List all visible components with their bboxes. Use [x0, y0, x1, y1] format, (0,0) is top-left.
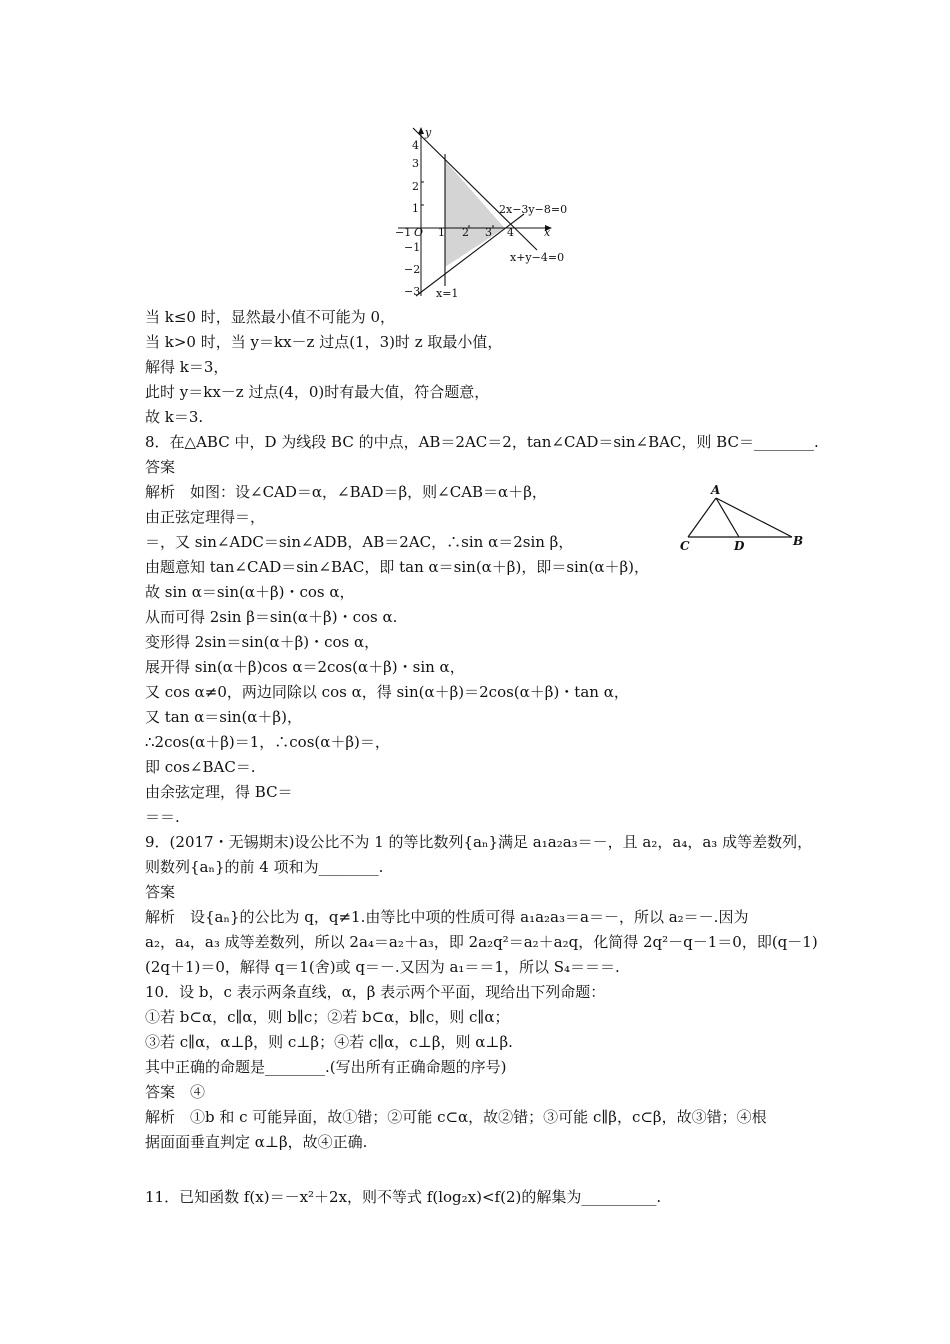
vertex-label-d: D [734, 539, 745, 553]
text-line: ∴2cos(α＋β)＝1，∴cos(α＋β)＝， [145, 733, 390, 751]
y-tick-label: −2 [404, 263, 421, 276]
line-label: 2x−3y−8=0 [499, 203, 568, 216]
text-line: 其中正确的命题是________.(写出所有正确命题的序号) [145, 1058, 507, 1076]
text-line: 此时 y＝kx－z 过点(4，0)时有最大值，符合题意， [145, 383, 490, 401]
text-line: 解得 k＝3， [145, 358, 229, 376]
y-tick-label: −1 [404, 241, 421, 254]
text-line: 故 k＝3. [145, 408, 204, 426]
text-line: a₂，a₄，a₃ 成等差数列，所以 2a₄＝a₂＋a₃，即 2a₂q²＝a₂＋a₂q，化简得 2q²－q－1＝0，即(q－1) [145, 933, 818, 951]
text-line: ＝，又 sin∠ADC＝sin∠ADB，AB＝2AC，∴sin α＝2sin β， [145, 533, 574, 551]
text-line: ＝＝. [145, 808, 180, 826]
answer-label: 答案 [145, 458, 176, 476]
region-graph-figure [392, 124, 570, 300]
y-tick-label: 4 [412, 139, 419, 152]
text-line: 当 k≤0 时，显然最小值不可能为 0， [145, 308, 396, 326]
text-line: 据面面垂直判定 α⊥β，故④正确. [145, 1133, 368, 1151]
text-line: 展开得 sin(α＋β)cos α＝2cos(α＋β)・sin α， [145, 658, 465, 676]
text-line: ③若 c∥α，α⊥β，则 c⊥β；④若 c∥α，c⊥β，则 α⊥β. [145, 1033, 513, 1051]
line-label: x+y−4=0 [510, 251, 565, 264]
answer-label: 答案 ④ [145, 1083, 206, 1101]
y-tick-label: 1 [412, 202, 419, 215]
text-line: 故 sin α＝sin(α＋β)・cos α， [145, 583, 355, 601]
x-tick-label: 3 [485, 226, 492, 239]
text-line: 又 cos α≠0，两边同除以 cos α，得 sin(α＋β)＝2cos(α＋β)・tan α， [145, 683, 629, 701]
text-line: 即 cos∠BAC＝. [145, 758, 256, 776]
y-tick-label: 3 [412, 157, 419, 170]
text-line: 由正弦定理得＝， [145, 508, 266, 526]
text-line: ①若 b⊂α，c∥α，则 b∥c；②若 b⊂α，b∥c，则 c∥α； [145, 1008, 510, 1026]
x-tick-label: −1 [395, 226, 412, 239]
x-tick-label: 1 [438, 226, 445, 239]
x-tick-label: 2 [462, 226, 469, 239]
text-line: 解析 如图：设∠CAD＝α，∠BAD＝β，则∠CAB＝α＋β， [145, 483, 547, 501]
text-line: 变形得 2sin＝sin(α＋β)・cos α， [145, 633, 380, 651]
answer-label: 答案 [145, 883, 176, 901]
y-axis-label: y [425, 126, 432, 139]
x-axis-label: x [544, 226, 551, 239]
vertex-label-c: C [680, 539, 690, 553]
y-tick-label: 2 [412, 180, 419, 193]
y-axis-arrow [418, 127, 424, 134]
text-line: 又 tan α＝sin(α＋β)， [145, 708, 302, 726]
triangle-figure [676, 482, 810, 556]
vertex-label-b: B [793, 534, 804, 548]
text-line: 则数列{aₙ}的前 4 项和为________. [145, 858, 384, 876]
question-9: 9．(2017・无锡期末)设公比不为 1 的等比数列{aₙ}满足 a₁a₂a₃＝－，且 a₂，a₄，a₃ 成等差数列， [145, 833, 813, 851]
line-label: x=1 [436, 287, 459, 300]
text-line: 由余弦定理，得 BC＝ [145, 783, 293, 801]
text-line: 当 k>0 时，当 y＝kx－z 过点(1，3)时 z 取最小值， [145, 333, 503, 351]
x-tick-label: 4 [507, 226, 514, 239]
text-line: 由题意知 tan∠CAD＝sin∠BAC，即 tan α＝sin(α＋β)，即＝sin(α＋β)， [145, 558, 649, 576]
origin-label: O [414, 226, 424, 239]
vertex-label-a: A [711, 483, 721, 497]
question-8: 8．在△ABC 中，D 为线段 BC 的中点，AB＝2AC＝2，tan∠CAD＝sin∠BAC，则 BC＝________. [145, 433, 819, 451]
y-tick-label: −3 [404, 285, 421, 298]
text-line: 从而可得 2sin β＝sin(α＋β)・cos α. [145, 608, 398, 626]
text-line: 解析 设{aₙ}的公比为 q，q≠1.由等比中项的性质可得 a₁a₂a₃＝a＝－，所以 a₂＝－.因为 [145, 908, 749, 926]
text-line: (2q＋1)＝0，解得 q＝1(舍)或 q＝－.又因为 a₁＝＝1，所以 S₄＝＝＝. [145, 958, 620, 976]
question-11: 11．已知函数 f(x)＝－x²＋2x，则不等式 f(log₂x)<f(2)的解集为__________. [145, 1188, 662, 1206]
text-line: 解析 ①b 和 c 可能异面，故①错；②可能 c⊂α，故②错；③可能 c∥β，c⊂β，故③错；④根 [145, 1108, 767, 1126]
question-10: 10．设 b，c 表示两条直线，α，β 表示两个平面，现给出下列命题： [145, 983, 606, 1001]
